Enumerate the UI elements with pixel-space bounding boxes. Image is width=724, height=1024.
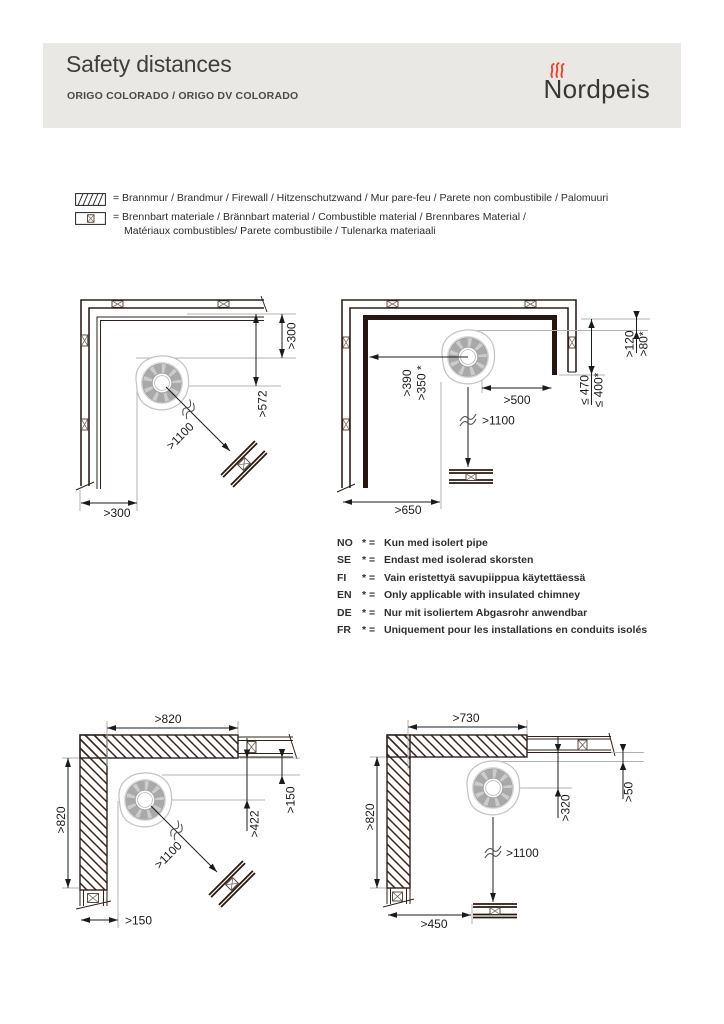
diagram-corner-firewall-diagonal	[50, 700, 315, 950]
dim-label: >300	[284, 322, 299, 350]
legend-firewall-label: = Brannmur / Brandmur / Firewall / Hitzenschutzwand / Mur pare-feu / Parete non combustibile / Palomuuri	[113, 192, 609, 204]
dim-label: >500	[503, 393, 531, 407]
header-bar	[43, 43, 681, 128]
dimensions	[81, 314, 299, 520]
dim-label: >150	[283, 786, 298, 814]
brand-logo	[544, 74, 650, 114]
dim-label: >572	[255, 390, 270, 418]
dim-label: >150	[125, 913, 153, 928]
legend-combustible-label: = Brennbart materiale / Brännbart material / Combustible material / Brennbares Material / Matériaux combustibles/ Parete combustibile / Tulenarka materiaali	[113, 211, 526, 237]
dim-label: >650	[394, 503, 422, 517]
brand-name: Nordpeis	[543, 74, 650, 104]
note-row: EN * = Only applicable with insulated chimney	[337, 589, 581, 602]
dim-label: >820	[154, 712, 182, 726]
dim-label: >1100	[163, 419, 197, 453]
combustible-wall-outline	[337, 300, 576, 492]
firewall-hatch-icon	[75, 193, 106, 206]
dim-label: >390	[400, 369, 415, 397]
page-title: Safety distances	[66, 51, 232, 77]
diagram-corner-combustible	[60, 283, 315, 525]
dim-label: ≤ 400*	[591, 372, 606, 408]
language-notes	[337, 537, 647, 641]
dim-label: >120	[622, 330, 637, 358]
note-row: FR * = Uniquement pour les installations en conduits isolés	[337, 623, 648, 636]
diagram-corner-firewall-chimney	[335, 283, 710, 535]
furniture-wall-symbol	[473, 904, 517, 918]
dim-label: >1100	[151, 838, 185, 872]
dim-label: >300	[103, 506, 131, 520]
break-symbol	[166, 820, 186, 840]
dim-label: >820	[54, 806, 69, 834]
dim-label: >422	[247, 810, 262, 838]
dim-label: >1100	[506, 846, 539, 860]
combustible-wall-outline	[76, 734, 297, 909]
flame-icon	[549, 61, 569, 79]
furniture-wall-symbol	[221, 441, 267, 487]
dim-label: ≤ 470	[577, 375, 592, 405]
dim-label: >80*	[636, 331, 651, 357]
dim-label: >50	[621, 781, 636, 803]
dimensions	[343, 311, 651, 517]
combustible-wall-icon	[75, 212, 106, 225]
dim-label: >1100	[482, 413, 515, 428]
note-row: SE * = Endast med isolerad skorsten	[337, 554, 534, 567]
legend-row-combustible	[75, 211, 608, 238]
dim-label: >820	[363, 803, 378, 831]
dim-label: >450	[420, 917, 448, 931]
combustible-wall-outline	[383, 733, 615, 907]
furniture-wall-symbol	[209, 861, 255, 907]
note-row: DE * = Nur mit isoliertem Abgasrohr anwendbar	[337, 606, 588, 619]
legend	[75, 192, 608, 243]
furniture-wall-symbol	[449, 470, 493, 483]
legend-row-firewall	[75, 192, 608, 206]
diagram-corner-firewall-front	[360, 700, 650, 950]
page-subtitle: ORIGO COLORADO / ORIGO DV COLORADO	[67, 90, 299, 102]
dim-label: >350 *	[414, 365, 429, 401]
note-row: FI * = Vain eristettyä savupiippua käytettäessä	[337, 571, 586, 584]
stove-top-view	[467, 761, 520, 815]
dim-label: >320	[558, 794, 573, 822]
dim-label: >730	[452, 711, 480, 725]
note-row: NO * = Kun med isolert pipe	[337, 537, 488, 549]
